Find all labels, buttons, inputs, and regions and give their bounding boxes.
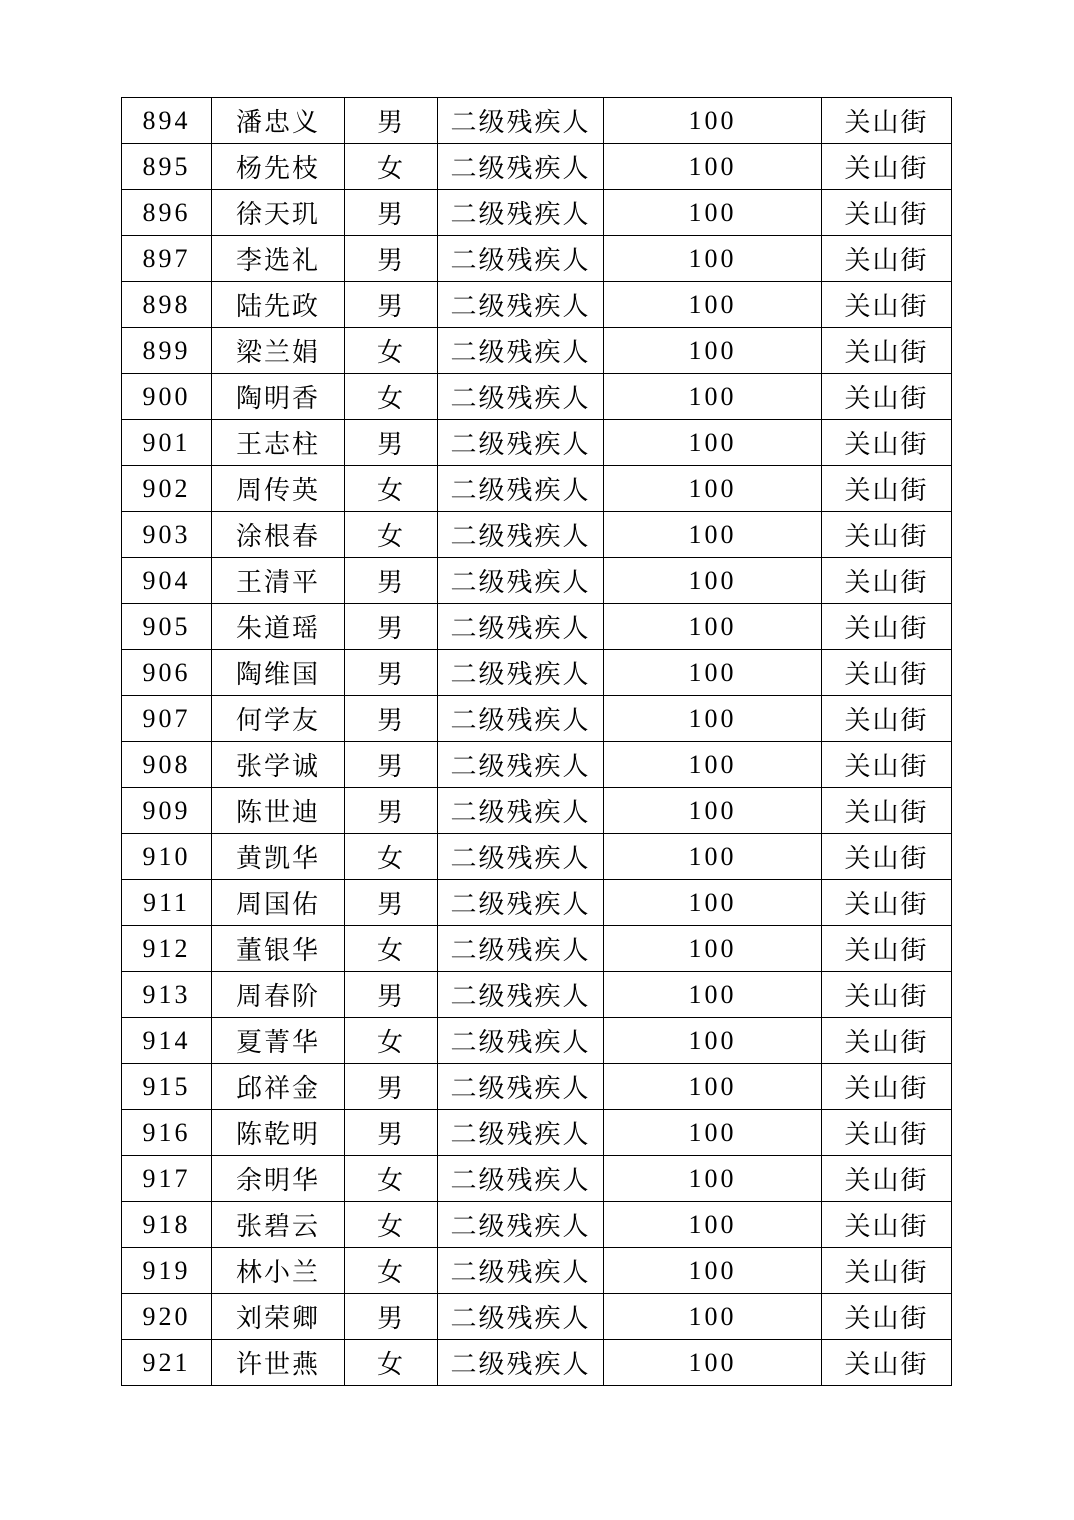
serial-number-cell: 900: [122, 374, 212, 420]
table-row: [122, 604, 952, 650]
disability-category-cell: 二级残疾人: [438, 1294, 604, 1340]
name-cell: 张碧云: [212, 1202, 345, 1248]
serial-number-cell: 921: [122, 1340, 212, 1386]
gender-cell: 男: [345, 880, 438, 926]
serial-number-cell: 916: [122, 1110, 212, 1156]
amount-cell: 100: [604, 834, 822, 880]
location-cell: 关山街: [822, 834, 952, 880]
amount-cell: 100: [604, 1202, 822, 1248]
location-cell: 关山街: [822, 926, 952, 972]
roster-table-body: [122, 98, 952, 1386]
amount-cell: 100: [604, 1340, 822, 1386]
disability-category-cell: 二级残疾人: [438, 972, 604, 1018]
name-cell: 刘荣卿: [212, 1294, 345, 1340]
location-cell: 关山街: [822, 1248, 952, 1294]
disability-category-cell: 二级残疾人: [438, 1248, 604, 1294]
name-cell: 涂根春: [212, 512, 345, 558]
location-cell: 关山街: [822, 236, 952, 282]
serial-number-cell: 904: [122, 558, 212, 604]
name-cell: 张学诚: [212, 742, 345, 788]
serial-number-cell: 899: [122, 328, 212, 374]
disability-category-cell: 二级残疾人: [438, 98, 604, 144]
amount-cell: 100: [604, 788, 822, 834]
table-row: [122, 742, 952, 788]
disability-category-cell: 二级残疾人: [438, 374, 604, 420]
serial-number-cell: 914: [122, 1018, 212, 1064]
table-row: [122, 420, 952, 466]
serial-number-cell: 903: [122, 512, 212, 558]
location-cell: 关山街: [822, 98, 952, 144]
location-cell: 关山街: [822, 1294, 952, 1340]
table-row: [122, 1202, 952, 1248]
disability-category-cell: 二级残疾人: [438, 604, 604, 650]
gender-cell: 女: [345, 1248, 438, 1294]
serial-number-cell: 917: [122, 1156, 212, 1202]
name-cell: 余明华: [212, 1156, 345, 1202]
gender-cell: 男: [345, 1064, 438, 1110]
disability-category-cell: 二级残疾人: [438, 650, 604, 696]
table-row: [122, 1248, 952, 1294]
disability-category-cell: 二级残疾人: [438, 696, 604, 742]
location-cell: 关山街: [822, 374, 952, 420]
location-cell: 关山街: [822, 880, 952, 926]
name-cell: 何学友: [212, 696, 345, 742]
disability-category-cell: 二级残疾人: [438, 788, 604, 834]
location-cell: 关山街: [822, 1018, 952, 1064]
name-cell: 周国佑: [212, 880, 345, 926]
name-cell: 陶维国: [212, 650, 345, 696]
name-cell: 潘忠义: [212, 98, 345, 144]
table-row: [122, 926, 952, 972]
location-cell: 关山街: [822, 650, 952, 696]
amount-cell: 100: [604, 696, 822, 742]
gender-cell: 女: [345, 328, 438, 374]
disability-category-cell: 二级残疾人: [438, 512, 604, 558]
amount-cell: 100: [604, 236, 822, 282]
gender-cell: 女: [345, 374, 438, 420]
name-cell: 陶明香: [212, 374, 345, 420]
location-cell: 关山街: [822, 420, 952, 466]
table-row: [122, 558, 952, 604]
gender-cell: 男: [345, 1110, 438, 1156]
gender-cell: 女: [345, 1018, 438, 1064]
serial-number-cell: 901: [122, 420, 212, 466]
table-row: [122, 1018, 952, 1064]
gender-cell: 男: [345, 972, 438, 1018]
name-cell: 周传英: [212, 466, 345, 512]
location-cell: 关山街: [822, 604, 952, 650]
name-cell: 许世燕: [212, 1340, 345, 1386]
gender-cell: 女: [345, 926, 438, 972]
gender-cell: 女: [345, 512, 438, 558]
serial-number-cell: 919: [122, 1248, 212, 1294]
name-cell: 黄凯华: [212, 834, 345, 880]
disability-category-cell: 二级残疾人: [438, 1340, 604, 1386]
table-row: [122, 236, 952, 282]
amount-cell: 100: [604, 1294, 822, 1340]
location-cell: 关山街: [822, 1340, 952, 1386]
disability-category-cell: 二级残疾人: [438, 328, 604, 374]
amount-cell: 100: [604, 926, 822, 972]
location-cell: 关山街: [822, 558, 952, 604]
amount-cell: 100: [604, 1248, 822, 1294]
serial-number-cell: 909: [122, 788, 212, 834]
amount-cell: 100: [604, 282, 822, 328]
table-row: [122, 972, 952, 1018]
amount-cell: 100: [604, 328, 822, 374]
amount-cell: 100: [604, 1156, 822, 1202]
table-row: [122, 98, 952, 144]
location-cell: 关山街: [822, 742, 952, 788]
name-cell: 徐天玑: [212, 190, 345, 236]
disability-category-cell: 二级残疾人: [438, 282, 604, 328]
disability-category-cell: 二级残疾人: [438, 420, 604, 466]
disability-category-cell: 二级残疾人: [438, 236, 604, 282]
table-row: [122, 650, 952, 696]
disability-category-cell: 二级残疾人: [438, 834, 604, 880]
name-cell: 梁兰娟: [212, 328, 345, 374]
serial-number-cell: 908: [122, 742, 212, 788]
table-row: [122, 788, 952, 834]
disability-category-cell: 二级残疾人: [438, 466, 604, 512]
gender-cell: 男: [345, 604, 438, 650]
disability-category-cell: 二级残疾人: [438, 1018, 604, 1064]
serial-number-cell: 905: [122, 604, 212, 650]
table-row: [122, 144, 952, 190]
name-cell: 周春阶: [212, 972, 345, 1018]
location-cell: 关山街: [822, 512, 952, 558]
table-row: [122, 1340, 952, 1386]
serial-number-cell: 906: [122, 650, 212, 696]
disability-category-cell: 二级残疾人: [438, 1156, 604, 1202]
gender-cell: 男: [345, 650, 438, 696]
disability-category-cell: 二级残疾人: [438, 190, 604, 236]
name-cell: 林小兰: [212, 1248, 345, 1294]
amount-cell: 100: [604, 466, 822, 512]
amount-cell: 100: [604, 190, 822, 236]
disability-category-cell: 二级残疾人: [438, 1064, 604, 1110]
gender-cell: 男: [345, 696, 438, 742]
name-cell: 董银华: [212, 926, 345, 972]
table-row: [122, 282, 952, 328]
disability-category-cell: 二级残疾人: [438, 926, 604, 972]
roster-table: [121, 97, 952, 1386]
table-row: [122, 374, 952, 420]
serial-number-cell: 895: [122, 144, 212, 190]
location-cell: 关山街: [822, 144, 952, 190]
name-cell: 陆先政: [212, 282, 345, 328]
gender-cell: 女: [345, 466, 438, 512]
table-row: [122, 1156, 952, 1202]
serial-number-cell: 896: [122, 190, 212, 236]
location-cell: 关山街: [822, 282, 952, 328]
gender-cell: 男: [345, 236, 438, 282]
serial-number-cell: 913: [122, 972, 212, 1018]
amount-cell: 100: [604, 1018, 822, 1064]
amount-cell: 100: [604, 880, 822, 926]
serial-number-cell: 902: [122, 466, 212, 512]
table-row: [122, 512, 952, 558]
amount-cell: 100: [604, 420, 822, 466]
serial-number-cell: 910: [122, 834, 212, 880]
table-row: [122, 190, 952, 236]
table-row: [122, 1110, 952, 1156]
gender-cell: 男: [345, 282, 438, 328]
gender-cell: 男: [345, 742, 438, 788]
serial-number-cell: 894: [122, 98, 212, 144]
amount-cell: 100: [604, 604, 822, 650]
disability-category-cell: 二级残疾人: [438, 558, 604, 604]
gender-cell: 男: [345, 98, 438, 144]
location-cell: 关山街: [822, 1064, 952, 1110]
serial-number-cell: 911: [122, 880, 212, 926]
location-cell: 关山街: [822, 466, 952, 512]
disability-category-cell: 二级残疾人: [438, 1202, 604, 1248]
amount-cell: 100: [604, 1110, 822, 1156]
gender-cell: 男: [345, 190, 438, 236]
disability-category-cell: 二级残疾人: [438, 144, 604, 190]
gender-cell: 男: [345, 420, 438, 466]
location-cell: 关山街: [822, 696, 952, 742]
disability-category-cell: 二级残疾人: [438, 1110, 604, 1156]
name-cell: 陈乾明: [212, 1110, 345, 1156]
location-cell: 关山街: [822, 972, 952, 1018]
disability-category-cell: 二级残疾人: [438, 742, 604, 788]
serial-number-cell: 907: [122, 696, 212, 742]
name-cell: 邱祥金: [212, 1064, 345, 1110]
serial-number-cell: 897: [122, 236, 212, 282]
gender-cell: 女: [345, 1340, 438, 1386]
amount-cell: 100: [604, 98, 822, 144]
table-row: [122, 466, 952, 512]
amount-cell: 100: [604, 1064, 822, 1110]
table-row: [122, 696, 952, 742]
amount-cell: 100: [604, 650, 822, 696]
serial-number-cell: 898: [122, 282, 212, 328]
name-cell: 王志柱: [212, 420, 345, 466]
table-row: [122, 1294, 952, 1340]
amount-cell: 100: [604, 558, 822, 604]
disability-category-cell: 二级残疾人: [438, 880, 604, 926]
location-cell: 关山街: [822, 1110, 952, 1156]
table-row: [122, 880, 952, 926]
amount-cell: 100: [604, 144, 822, 190]
name-cell: 朱道瑶: [212, 604, 345, 650]
name-cell: 王清平: [212, 558, 345, 604]
name-cell: 李选礼: [212, 236, 345, 282]
name-cell: 夏菁华: [212, 1018, 345, 1064]
amount-cell: 100: [604, 742, 822, 788]
amount-cell: 100: [604, 972, 822, 1018]
table-row: [122, 1064, 952, 1110]
serial-number-cell: 918: [122, 1202, 212, 1248]
location-cell: 关山街: [822, 328, 952, 374]
location-cell: 关山街: [822, 1202, 952, 1248]
location-cell: 关山街: [822, 1156, 952, 1202]
name-cell: 杨先枝: [212, 144, 345, 190]
gender-cell: 女: [345, 1156, 438, 1202]
location-cell: 关山街: [822, 190, 952, 236]
table-row: [122, 834, 952, 880]
gender-cell: 男: [345, 1294, 438, 1340]
name-cell: 陈世迪: [212, 788, 345, 834]
amount-cell: 100: [604, 374, 822, 420]
location-cell: 关山街: [822, 788, 952, 834]
serial-number-cell: 915: [122, 1064, 212, 1110]
gender-cell: 男: [345, 558, 438, 604]
table-row: [122, 328, 952, 374]
gender-cell: 女: [345, 834, 438, 880]
serial-number-cell: 912: [122, 926, 212, 972]
serial-number-cell: 920: [122, 1294, 212, 1340]
gender-cell: 男: [345, 788, 438, 834]
gender-cell: 女: [345, 144, 438, 190]
amount-cell: 100: [604, 512, 822, 558]
gender-cell: 女: [345, 1202, 438, 1248]
